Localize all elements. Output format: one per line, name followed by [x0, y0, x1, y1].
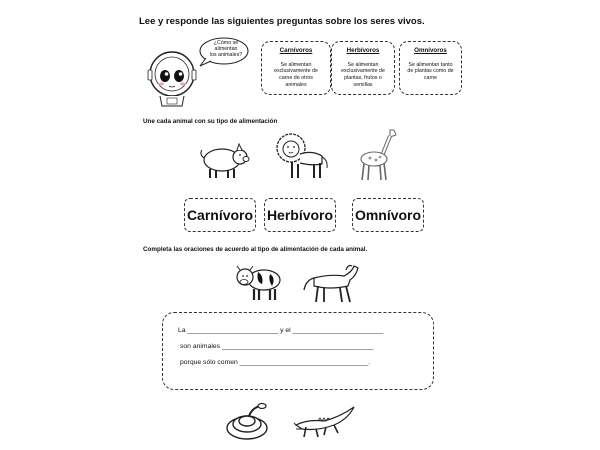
card-herbivoros: Herbívoros Se alimentan exclusivamente de plantas, frutos o semillas	[331, 41, 395, 95]
card-omnivoros: Omnívoros Se alimentan tanto de plantas como de carne	[399, 41, 462, 95]
sentence-line-2: son animales ________________________________________	[180, 343, 374, 350]
section-heading-match: Une cada animal con su tipo de alimentación	[143, 118, 278, 125]
giraffe-icon	[354, 128, 402, 182]
blank-4[interactable]: __________________________________.	[239, 359, 371, 366]
pig-icon	[194, 140, 250, 182]
lion-icon	[272, 130, 330, 182]
category-herbivoro: Herbívoro	[264, 198, 336, 232]
category-carnivoro: Carnívoro	[184, 198, 256, 232]
blank-3[interactable]: ________________________________________	[221, 343, 374, 350]
category-omnivoro: Omnívoro	[352, 198, 424, 232]
sentence-line-3: porque sólo comen __________________________________.	[180, 359, 371, 366]
speech-bubble-text: ¿Cómo se alimentan los animales?	[209, 40, 243, 58]
sentence-line-1: La ________________________ y el ________________________	[178, 327, 384, 334]
section-heading-complete: Completa las oraciones de acuerdo al tipo de alimentación de cada animal.	[143, 246, 368, 253]
blank-2[interactable]: ________________________	[292, 327, 384, 334]
page-title: Lee y responde las siguientes preguntas sobre los seres vivos.	[139, 16, 425, 27]
crocodile-icon	[294, 403, 356, 439]
snake-icon	[222, 400, 272, 442]
cow-icon	[234, 262, 284, 302]
fill-in-box	[162, 312, 434, 390]
card-carnivoros: Carnívoros Se alimentan exclusivamente de carne de otros animales	[261, 41, 331, 95]
blank-1[interactable]: ________________________	[187, 327, 279, 334]
horse-icon	[300, 262, 360, 304]
